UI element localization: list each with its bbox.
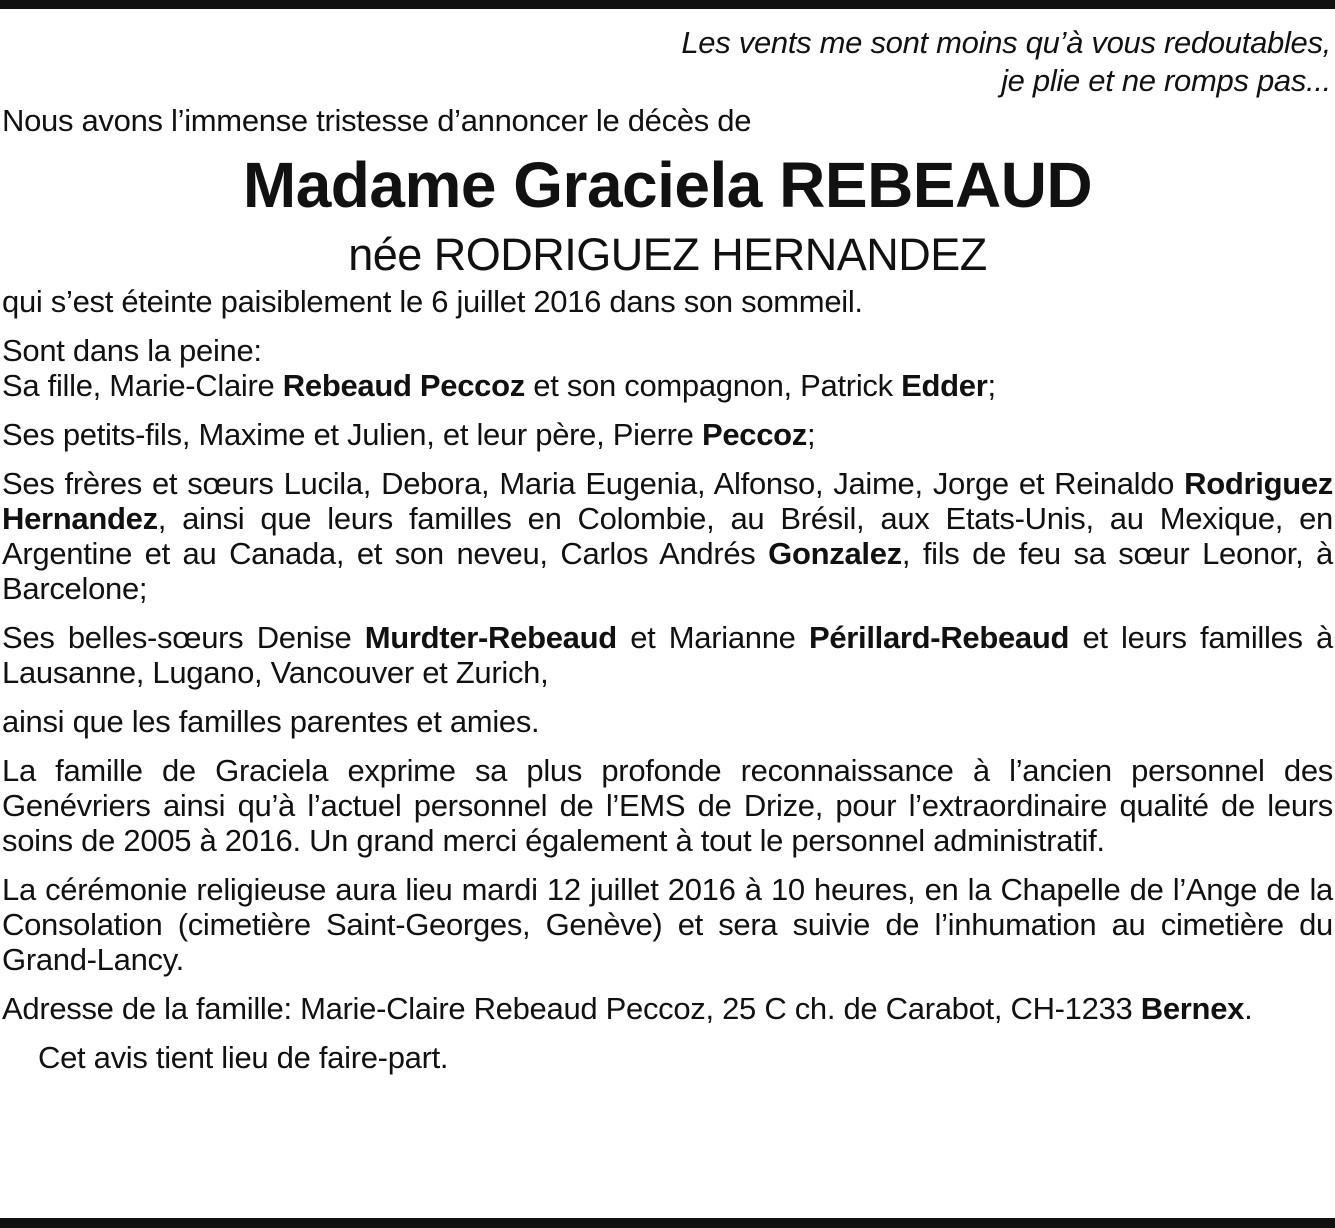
mourner-daughter: Sa fille, Marie-Claire Rebeaud Peccoz et son compagnon, Patrick Edder; (2, 368, 996, 403)
epigraph-line-2: je plie et ne romps pas... (1001, 63, 1331, 98)
faire-part-notice: Cet avis tient lieu de faire-part. (38, 1040, 449, 1075)
epigraph (2, 24, 1333, 100)
epigraph-line-1: Les vents me sont moins qu’à vous redoutables, (681, 25, 1331, 60)
daughter-surname: Rebeaud Peccoz (282, 368, 525, 403)
maiden-name: née RODRIGUEZ HERNANDEZ (348, 229, 987, 280)
mourner-grandsons: Ses petits-fils, Maxime et Julien, et leur père, Pierre Peccoz; (2, 417, 816, 452)
obituary-notice (2, 24, 1333, 1075)
nephew-surname: Gonzalez (768, 536, 902, 571)
announcement-intro: Nous avons l’immense tristesse d’annoncer le décès de (2, 103, 752, 138)
gratitude-paragraph: La famille de Graciela exprime sa plus profonde reconnaissance à l’ancien personnel des Genévriers ainsi qu’à l’actuel personnel de l’EMS de Drize, pour l’extraordinaire qualité de leurs soins de 2005 à 2016. Un grand merci également à tout le personnel administratif. (2, 753, 1333, 858)
mourner-siblings: Ses frères et sœurs Lucila, Debora, Maria Eugenia, Alfonso, Jaime, Jorge et Reinaldo Rodriguez Hernandez, ainsi que leurs familles en Colombie, au Brésil, aux Etats-Unis, au Mexique, en Argentine et au Canada, et son neveu, Carlos Andrés Gonzalez, fils de feu sa sœur Leonor, à Barcelone; (2, 466, 1333, 606)
sister-in-law-surname-2: Périllard-Rebeaud (808, 620, 1070, 655)
sister-in-law-surname-1: Murdter-Rebeaud (364, 620, 617, 655)
grandsons-father-surname: Peccoz (701, 417, 807, 452)
family-address: Adresse de la famille: Marie-Claire Rebeaud Peccoz, 25 C ch. de Carabot, CH-1233 Bernex. (2, 991, 1253, 1026)
bottom-border-rule (0, 1218, 1335, 1228)
mourners-intro: Sont dans la peine: (2, 333, 262, 368)
mourner-sisters-in-law: Ses belles-sœurs Denise Murdter-Rebeaud et Marianne Périllard-Rebeaud et leurs familles à Lausanne, Lugano, Vancouver et Zurich, (2, 620, 1333, 690)
top-border-rule (0, 0, 1335, 9)
siblings-surname: Rodriguez Hernandez (2, 466, 1333, 536)
partner-surname: Edder (901, 368, 988, 403)
death-statement: qui s’est éteinte paisiblement le 6 juillet 2016 dans son sommeil. (2, 284, 863, 319)
address-town: Bernex (1140, 991, 1245, 1026)
relatives-line: ainsi que les familles parentes et amies. (2, 704, 540, 739)
ceremony-paragraph: La cérémonie religieuse aura lieu mardi 12 juillet 2016 à 10 heures, en la Chapelle de l’Ange de la Consolation (cimetière Saint-Georges, Genève) et sera suivie de l’inhumation au cimetière du Grand-Lancy. (2, 872, 1333, 977)
deceased-name: Madame Graciela REBEAUD (242, 149, 1093, 221)
